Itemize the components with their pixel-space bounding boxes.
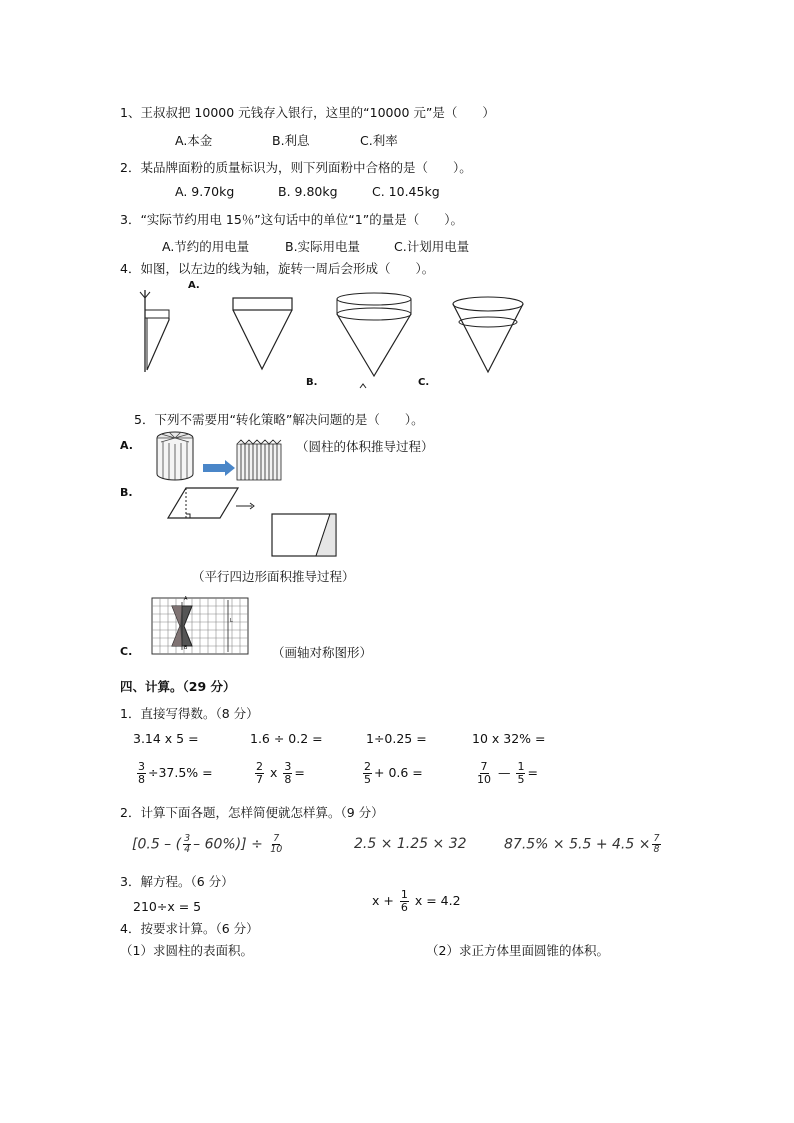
grid-mark-l: L (230, 618, 233, 624)
q5-label-c: C. (120, 645, 133, 658)
q4-label-b: B. (306, 377, 318, 388)
q5-caption-b: （平行四边形面积推导过程） (192, 569, 355, 584)
q1-option-a: A.本金 (175, 133, 213, 148)
q4-option-b-shape (336, 292, 414, 384)
q5-text: 5．下列不需要用“转化策略”解决问题的是（ ）。 (134, 412, 424, 427)
section-title: 四、计算。（29 分） (120, 679, 236, 694)
s4-part-1: （1）求圆柱的表面积。 (120, 943, 253, 958)
s1-item-1: 3.14 x 5 = (133, 731, 199, 746)
s4-part-2: （2）求正方体里面圆锥的体积。 (426, 943, 609, 958)
s3-title: 3．解方程。（6 分） (120, 874, 234, 889)
q5-label-a: A. (120, 439, 133, 452)
grid-symmetry-figure (152, 598, 248, 654)
s1-item-7: $\frac{2}{5}$ + 0.6 = (364, 760, 423, 786)
s2-title: 2．计算下面各题，怎样简便就怎样算。（9 分） (120, 805, 384, 820)
q5-caption-a: （圆柱的体积推导过程） (296, 439, 434, 454)
q4-text: 4．如图，以左边的线为轴，旋转一周后会形成（ ）。 (120, 261, 435, 276)
s2-expression-1: [0.5 – ( $\frac{3}{4}$ – 60%)] ÷ $\frac{7}{10}$ (132, 833, 283, 855)
q4-label-c: C. (418, 377, 430, 388)
q3-text: 3．“实际节约用电 15％”这句话中的单位“1”的量是（ ）。 (120, 212, 463, 227)
q5-caption-c: （画轴对称图形） (272, 645, 373, 660)
s3-equation-1: 210÷x = 5 (133, 899, 202, 914)
q3-option-b: B.实际用电量 (285, 239, 361, 254)
s1-title: 1．直接写得数。（8 分） (120, 706, 259, 721)
s1-item-6: $\frac{2}{7}$ x $\frac{3}{8}$ = (256, 760, 305, 786)
grid-mark-a: A (184, 596, 188, 602)
s4-title: 4．按要求计算。（6 分） (120, 921, 259, 936)
s2-expression-3: 87.5% × 5.5 + 4.5 × $\frac{7}{8}$ (504, 833, 660, 855)
s1-item-5: $\frac{3}{8}$ ÷37.5% = (138, 760, 213, 786)
q2-option-c: C. 10.45kg (372, 184, 440, 199)
q1-option-c: C.利率 (360, 133, 398, 148)
grid-mark-b: B (184, 645, 188, 651)
q2-option-b: B. 9.80kg (278, 184, 338, 199)
q1-option-b: B.利息 (272, 133, 310, 148)
q4-label-a: A. (188, 280, 200, 291)
q4-axis-figure (135, 290, 180, 375)
q3-option-c: C.计划用电量 (394, 239, 470, 254)
q5-label-b: B. (120, 486, 133, 499)
q4-option-a-shape (232, 298, 294, 373)
q3-option-a: A.节约的用电量 (162, 239, 250, 254)
s1-item-8: $\frac{7}{10}$ — $\frac{1}{5}$ = (477, 760, 538, 786)
q2-option-a: A. 9.70kg (175, 184, 235, 199)
parallelogram-figure (166, 486, 346, 560)
s1-item-2: 1.6 ÷ 0.2 = (250, 731, 323, 746)
q4-option-c-shape (452, 296, 526, 376)
cylinder-cut-figure (155, 430, 285, 486)
q1-text: 1、王叔叔把 10000 元钱存入银行，这里的“10000 元”是（ ） (120, 105, 495, 120)
s2-expression-2: 2.5 × 1.25 × 32 (354, 836, 467, 852)
s3-equation-2: x + $\frac{1}{6}$ x = 4.2 (372, 888, 461, 914)
q2-text: 2．某品牌面粉的质量标识为，则下列面粉中合格的是（ ）。 (120, 160, 472, 175)
s1-item-4: 10 x 32% = (472, 731, 546, 746)
s1-item-3: 1÷0.25 = (366, 731, 427, 746)
